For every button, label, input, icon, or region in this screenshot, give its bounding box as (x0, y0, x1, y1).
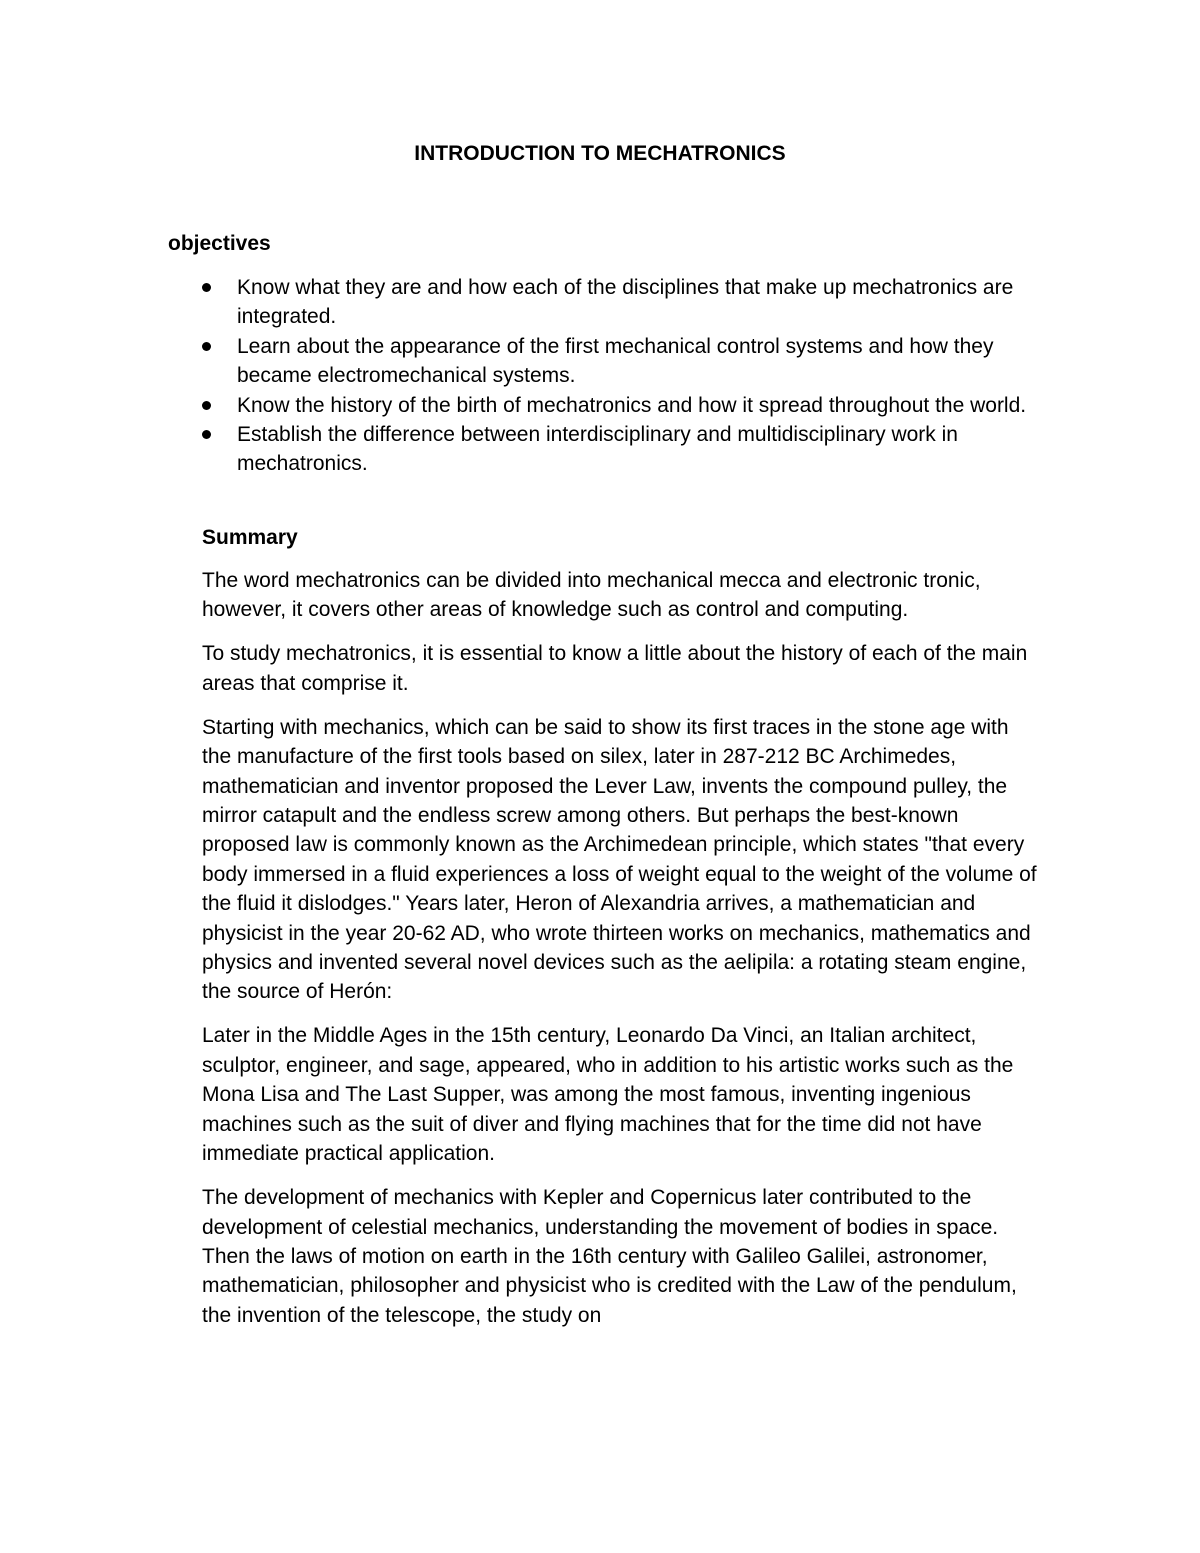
summary-paragraph: Later in the Middle Ages in the 15th century, Leonardo Da Vinci, an Italian architect, sculptor, engineer, and sage, appeared, who in addition to his artistic works such as the Mona Lisa and The Last Supper, was among the most famous, inventing ingenious machines such as the suit of diver and flying machines that for the time did not have immediate practical application. (202, 1024, 1014, 1166)
list-item (200, 391, 1040, 420)
summary-paragraph: The development of mechanics with Kepler and Copernicus later contributed to the development of celestial mechanics, understanding the movement of bodies in space. Then the laws of motion on earth in the 16th century with Galileo Galilei, astronomer, mathematician, philosopher and physicist who is credited with the Law of the pendulum, the invention of the telescope, the study on (202, 1186, 1017, 1327)
summary-section (202, 523, 1040, 1345)
objectives-heading: objectives (168, 232, 271, 255)
summary-heading: Summary (202, 526, 298, 549)
list-item (200, 420, 1040, 479)
bullet-icon (202, 283, 211, 292)
objective-text: Know what they are and how each of the disciplines that make up mechatronics are integrated. (237, 276, 1014, 329)
list-item (200, 332, 1040, 391)
list-item (200, 273, 1040, 332)
summary-paragraph: The word mechatronics can be divided into mechanical mecca and electronic tronic, however, it covers other areas of knowledge such as control and computing. (202, 569, 981, 622)
summary-paragraph: To study mechatronics, it is essential to know a little about the history of each of the main areas that comprise it. (202, 642, 1028, 695)
bullet-icon (202, 342, 211, 351)
summary-paragraph: Starting with mechanics, which can be said to show its first traces in the stone age with the manufacture of the first tools based on silex, later in 287-212 BC Archimedes, mathematician and inventor proposed the Lever Law, invents the compound pulley, the mirror catapult and the endless screw among others. But perhaps the best-known proposed law is commonly known as the Archimedean principle, which states "that every body immersed in a fluid experiences a loss of weight equal to the weight of the volume of the fluid it dislodges." Years later, Heron of Alexandria arrives, a mathematician and physicist in the year 20-62 AD, who wrote thirteen works on mechanics, mathematics and physics and invented several novel devices such as the aelipila: a rotating steam engine, the source of Herón: (202, 715, 1037, 1004)
objective-text: Know the history of the birth of mechatronics and how it spread throughout the world. (237, 393, 1027, 417)
objectives-list (200, 273, 1040, 479)
objective-text: Establish the difference between interdisciplinary and multidisciplinary work in mechatronics. (237, 423, 958, 476)
objective-text: Learn about the appearance of the first mechanical control systems and how they became electromechanical systems. (237, 334, 994, 388)
bullet-icon (202, 401, 211, 410)
page-title: INTRODUCTION TO MECHATRONICS (414, 142, 786, 165)
bullet-icon (202, 430, 211, 439)
